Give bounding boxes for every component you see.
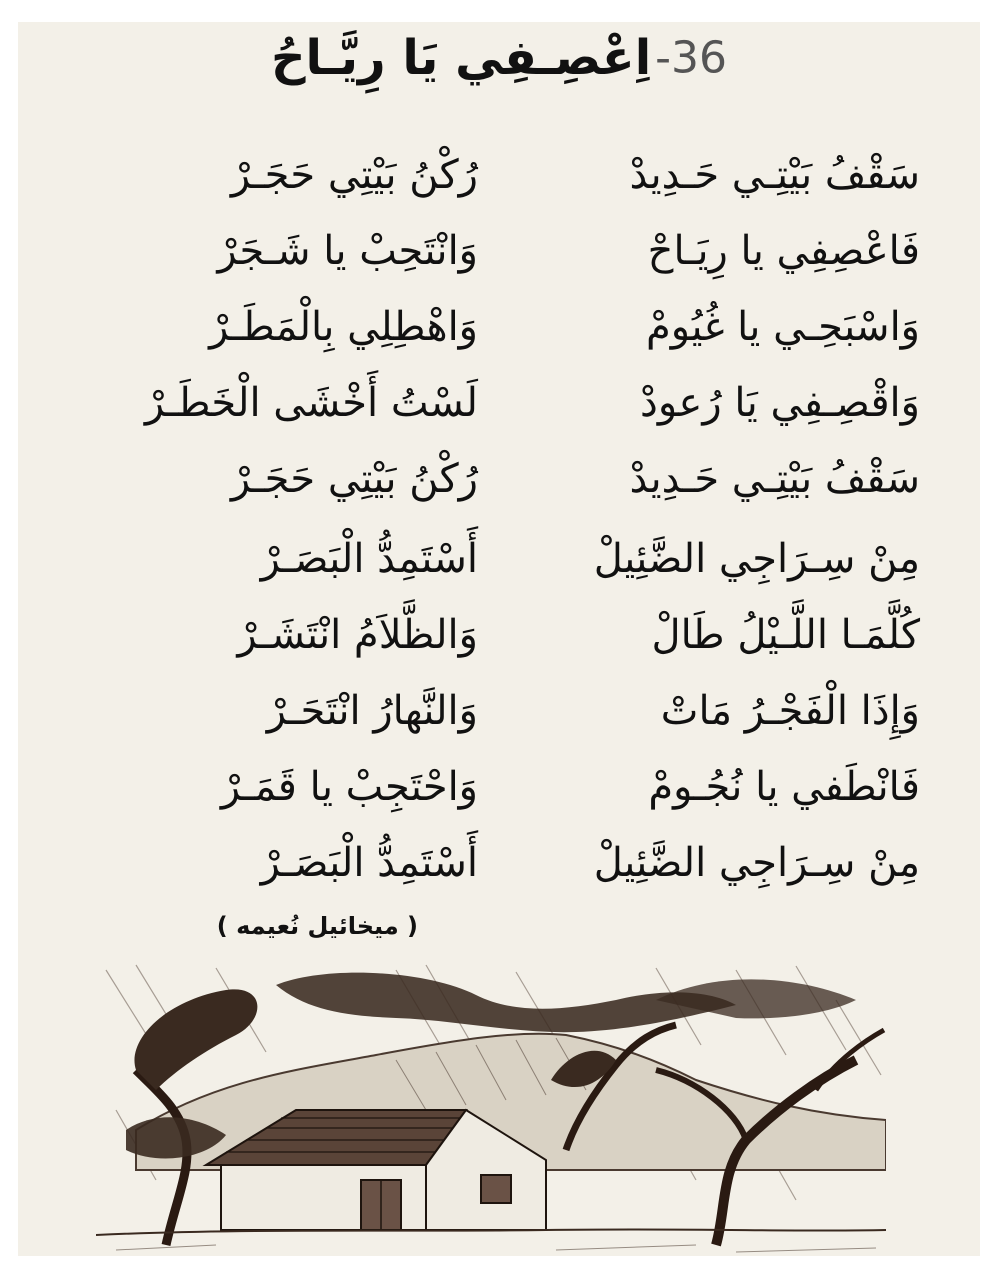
second-hemistich: وَالنَّهارُ انْتَحَـرْ	[266, 688, 478, 734]
verse-line	[78, 456, 920, 524]
first-hemistich: مِنْ سِـرَاجِي الضَّئِيلْ	[593, 840, 920, 886]
first-hemistich: سَقْفُ بَيْتِـي حَـدِيدْ	[629, 456, 920, 502]
verse-line	[78, 228, 920, 296]
verse-line	[78, 536, 920, 604]
title-separator: -	[655, 32, 672, 84]
first-hemistich: وَاسْبَحِـي يا غُيُومْ	[645, 304, 920, 350]
verse-line	[78, 304, 920, 372]
second-hemistich: أَسْتَمِدُّ الْبَصَـرْ	[260, 840, 478, 886]
second-hemistich: وَاهْطِلِي بِالْمَطَـرْ	[209, 304, 478, 350]
author-name: ( ميخائيل نُعيمه )	[216, 912, 418, 940]
verse-line	[78, 840, 920, 908]
second-hemistich: وَانْتَحِبْ يا شَـجَرْ	[217, 228, 478, 274]
first-hemistich: فَاعْصِفِي يا رِيَـاحْ	[647, 228, 920, 274]
second-hemistich: لَسْتُ أَخْشَى الْخَطَـرْ	[144, 380, 478, 426]
poem-title-text: اِعْصِـفِي يَا رِيَّـاحُ	[270, 30, 652, 86]
first-hemistich: وَإِذَا الْفَجْـرُ مَاتْ	[660, 688, 920, 734]
verse-line	[78, 764, 920, 832]
verse-line	[78, 380, 920, 448]
first-hemistich: سَقْفُ بَيْتِـي حَـدِيدْ	[629, 152, 920, 198]
poem-body	[78, 152, 920, 912]
second-hemistich: رُكْنُ بَيْتِي حَجَـرْ	[230, 456, 478, 502]
first-hemistich: وَاقْصِـفِي يَا رُعودْ	[640, 380, 920, 426]
poem-number: 36	[671, 32, 728, 84]
second-hemistich: وَاحْتَجِبْ يا قَمَـرْ	[220, 764, 478, 810]
verse-line	[78, 152, 920, 220]
verse-line	[78, 612, 920, 680]
storm-house-illustration	[96, 960, 886, 1256]
book-page	[18, 22, 980, 1256]
first-hemistich: مِنْ سِـرَاجِي الضَّئِيلْ	[593, 536, 920, 582]
first-hemistich: كُلَّمَـا اللَّـيْلُ طَالْ	[651, 612, 920, 658]
poem-title	[18, 30, 980, 122]
second-hemistich: أَسْتَمِدُّ الْبَصَـرْ	[260, 536, 478, 582]
verse-line	[78, 688, 920, 756]
second-hemistich: وَالظَّلاَمُ انْتَشَـرْ	[237, 612, 478, 658]
second-hemistich: رُكْنُ بَيْتِي حَجَـرْ	[230, 152, 478, 198]
first-hemistich: فَانْطَفي يا نُجُـومْ	[648, 764, 920, 810]
